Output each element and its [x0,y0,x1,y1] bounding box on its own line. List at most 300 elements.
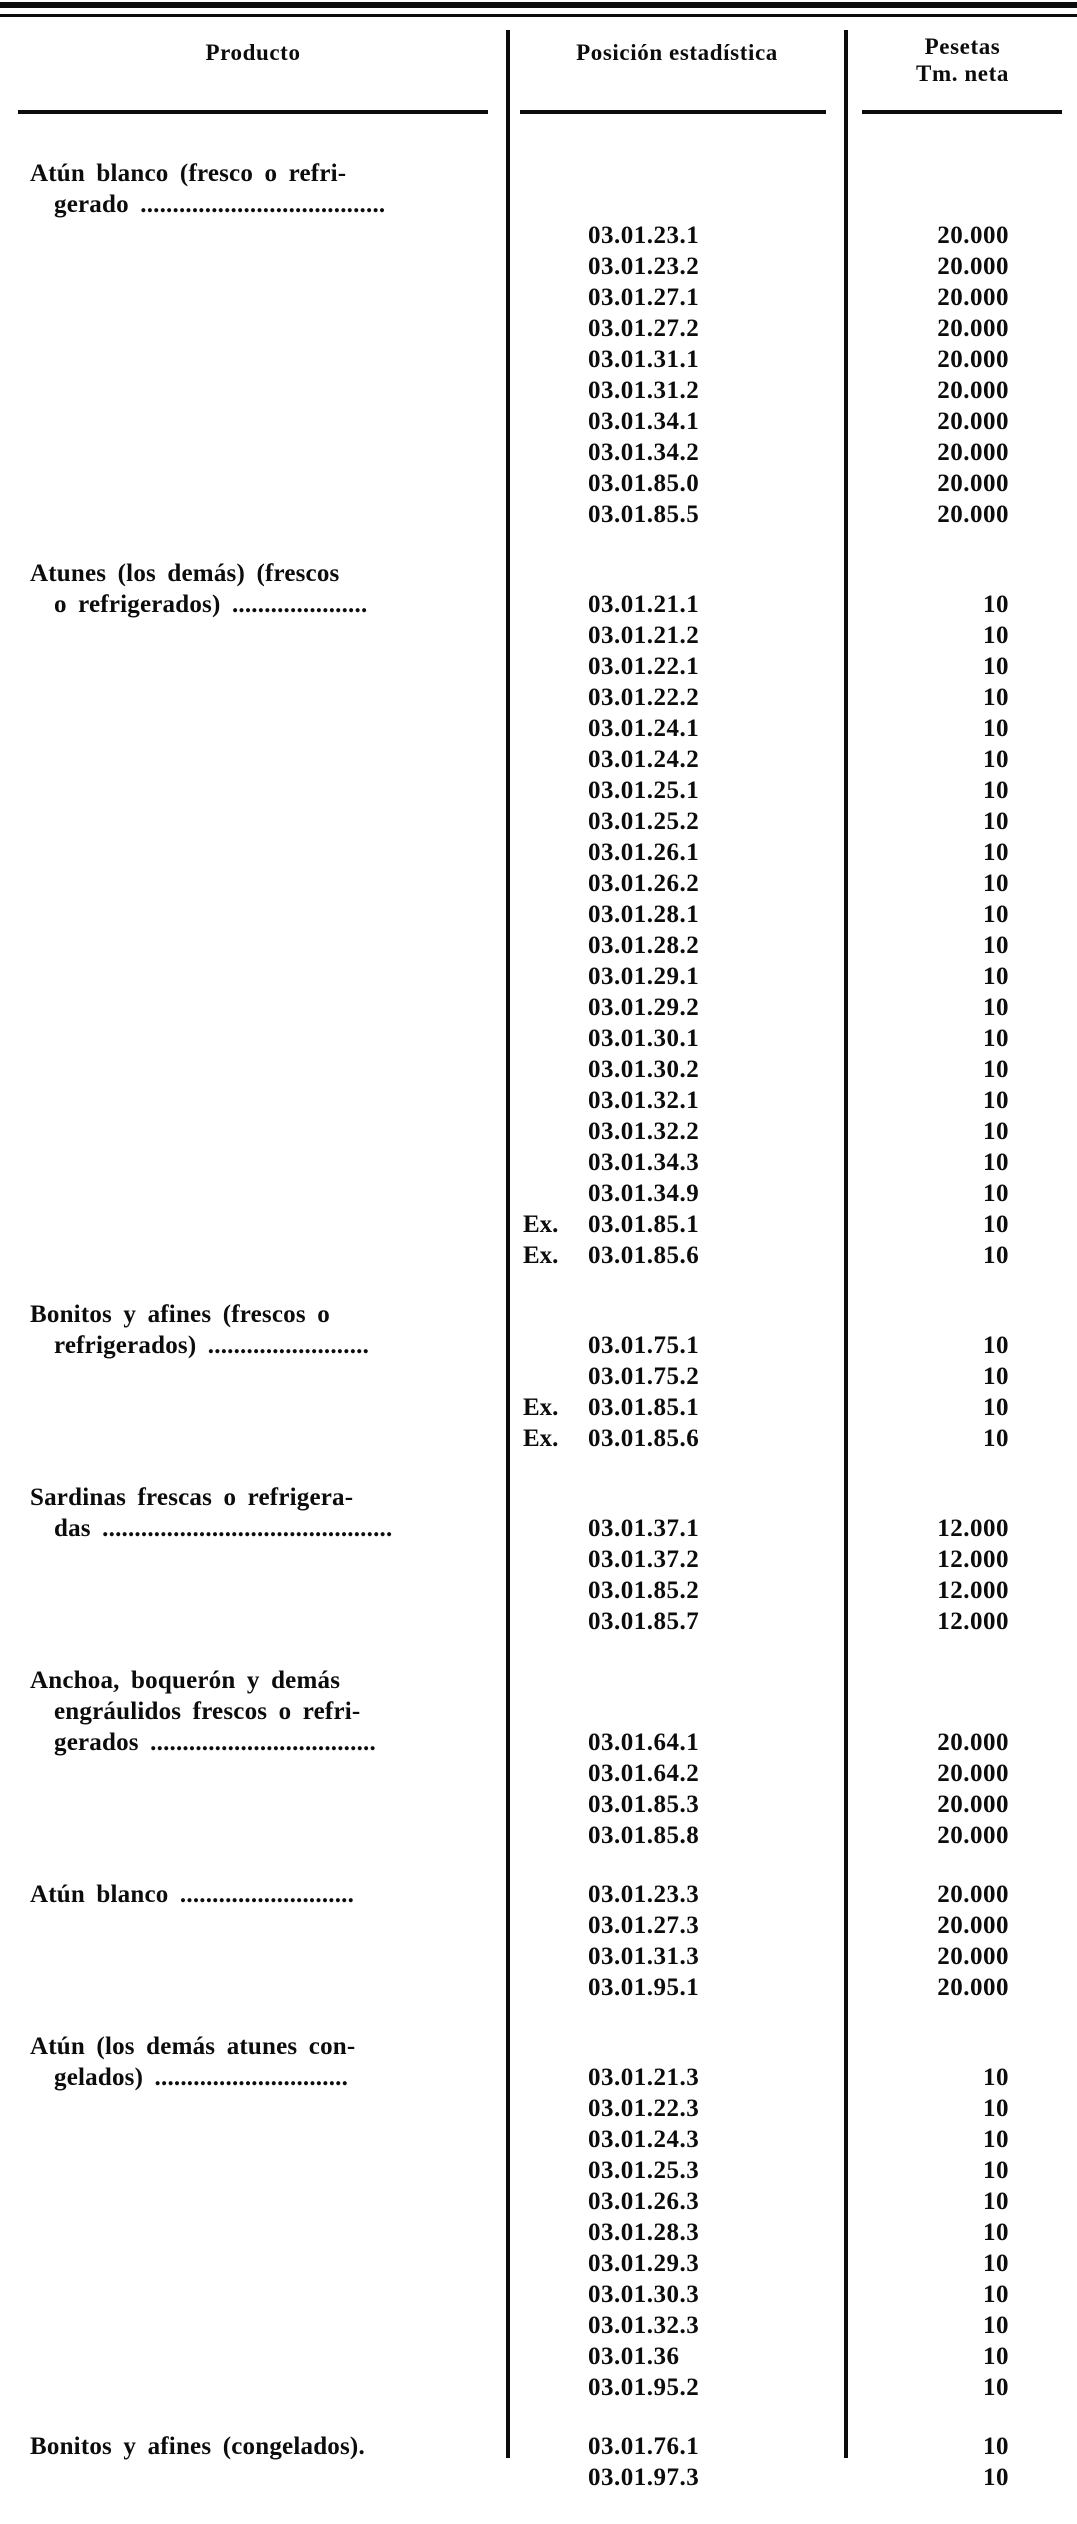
position-code: 03.01.21.1 [588,591,700,618]
ex-prefix [510,2093,588,2124]
table-row [510,1116,844,1147]
ex-prefix [510,1023,588,1054]
table-row [510,2431,844,2462]
position-codes-cell [510,1879,844,2003]
product-cell [0,2031,510,2403]
position-code: 03.01.25.2 [588,808,700,835]
pesetas-value: 10 [983,1056,1009,1083]
position-code: 03.01.34.2 [588,439,700,466]
table-row [510,651,844,682]
position-codes-cell [510,558,844,1271]
table-section [0,1665,1077,1851]
position-code: 03.01.75.1 [588,1332,700,1359]
table-row [510,282,844,313]
table-row [510,2248,844,2279]
pesetas-value: 10 [983,1242,1009,1269]
position-code: 03.01.26.3 [588,2188,700,2215]
product-label-line: Atún blanco (fresco o refri- [30,160,347,187]
pesetas-value: 20.000 [937,346,1009,373]
pesetas-value: 10 [983,2095,1009,2122]
table-body [0,158,1077,2521]
position-code: 03.01.25.3 [588,2157,700,2184]
ex-prefix [510,1116,588,1147]
position-code: 03.01.85.0 [588,470,700,497]
position-code: 03.01.32.3 [588,2312,700,2339]
ex-prefix [510,1606,588,1637]
ex-prefix [510,344,588,375]
ex-prefix [510,2310,588,2341]
table-row [510,1606,844,1637]
ex-prefix [510,499,588,530]
position-code: 03.01.76.1 [588,2433,700,2460]
table-section [0,1482,1077,1637]
table-row [510,1544,844,1575]
position-code: 03.01.31.3 [588,1943,700,1970]
product-label-line: Atún (los demás atunes con- [30,2033,356,2060]
ex-prefix [510,899,588,930]
ex-prefix [510,2155,588,2186]
table-row [510,1910,844,1941]
pesetas-value: 10 [983,2126,1009,2153]
table-row [510,2093,844,2124]
ex-prefix [510,2279,588,2310]
pesetas-value: 20.000 [937,1912,1009,1939]
position-code: 03.01.23.2 [588,253,700,280]
table-row [510,1054,844,1085]
ex-prefix [510,744,588,775]
ex-prefix [510,437,588,468]
ex-prefix [510,282,588,313]
table-section [0,158,1077,530]
ex-prefix [510,930,588,961]
pesetas-value: 20.000 [937,501,1009,528]
position-code: 03.01.31.1 [588,346,700,373]
position-codes-cell [510,2031,844,2403]
pesetas-value: 10 [983,1211,1009,1238]
pesetas-value: 10 [983,2219,1009,2246]
pesetas-value: 10 [983,2343,1009,2370]
ex-prefix [510,1972,588,2003]
pesetas-values-cell [844,558,1077,1271]
pesetas-value: 10 [983,901,1009,928]
ex-prefix: Ex. [523,1425,559,1452]
ex-prefix [510,1544,588,1575]
table-row [510,1758,844,1789]
column-header-pesetas [848,33,1077,87]
pesetas-value: 20.000 [937,1943,1009,1970]
ex-prefix [510,1330,588,1361]
position-code: 03.01.30.2 [588,1056,700,1083]
position-code: 03.01.34.1 [588,408,700,435]
table-row [510,1727,844,1758]
pesetas-value: 10 [983,684,1009,711]
position-code: 03.01.95.2 [588,2374,700,2401]
ex-prefix [510,1361,588,1392]
position-code: 03.01.36 [588,2343,680,2370]
table-row [510,375,844,406]
position-code: 03.01.28.2 [588,932,700,959]
ex-prefix [510,2124,588,2155]
pesetas-value: 10 [983,1180,1009,1207]
pesetas-value: 10 [983,2433,1009,2460]
ex-prefix [510,313,588,344]
pesetas-value: 20.000 [937,470,1009,497]
pesetas-value: 10 [983,777,1009,804]
ex-prefix [510,2186,588,2217]
ex-prefix [510,1820,588,1851]
pesetas-values-cell [844,158,1077,530]
pesetas-value: 10 [983,994,1009,1021]
position-code: 03.01.37.1 [588,1515,700,1542]
table-row [510,406,844,437]
product-cell [0,1482,510,1637]
position-code: 03.01.64.2 [588,1760,700,1787]
ex-prefix [510,651,588,682]
ex-prefix [510,868,588,899]
pesetas-value: 10 [983,1025,1009,1052]
table-row [510,682,844,713]
pesetas-value: 20.000 [937,1729,1009,1756]
table-row [510,1330,844,1361]
table-row [510,1023,844,1054]
ex-prefix [510,1758,588,1789]
pesetas-value: 10 [983,1332,1009,1359]
ex-prefix [510,2341,588,2372]
position-code: 03.01.75.2 [588,1363,700,1390]
header-underline-producto [18,110,488,114]
table-row [510,992,844,1023]
pesetas-value: 20.000 [937,315,1009,342]
table-row [510,1513,844,1544]
position-code: 03.01.29.3 [588,2250,700,2277]
ex-prefix [510,1941,588,1972]
table-row [510,1575,844,1606]
table-row [510,2155,844,2186]
position-code: 03.01.21.2 [588,622,700,649]
position-code: 03.01.24.2 [588,746,700,773]
pesetas-value: 10 [983,1087,1009,1114]
product-label-line: gerados ................................... [54,1729,376,1756]
table-row [510,2341,844,2372]
position-code: 03.01.21.3 [588,2064,700,2091]
pesetas-value: 12.000 [937,1577,1009,1604]
position-code: 03.01.85.8 [588,1822,700,1849]
product-cell [0,1665,510,1851]
ex-prefix [510,1054,588,1085]
pesetas-value: 10 [983,1425,1009,1452]
table-row [510,1972,844,2003]
position-codes-cell [510,158,844,530]
ex-prefix [510,1513,588,1544]
position-code: 03.01.34.3 [588,1149,700,1176]
product-label-line: gerado ...................................... [54,191,386,218]
pesetas-value: 10 [983,1149,1009,1176]
position-code: 03.01.85.5 [588,501,700,528]
product-label-line: das ............................................. [54,1515,393,1542]
pesetas-value: 10 [983,715,1009,742]
table-row [510,2217,844,2248]
product-label-line: o refrigerados) ..................... [54,591,368,618]
position-code: 03.01.30.1 [588,1025,700,1052]
ex-prefix [510,2217,588,2248]
position-code: 03.01.23.3 [588,1881,700,1908]
position-codes-cell [510,2431,844,2493]
pesetas-value: 10 [983,963,1009,990]
position-code: 03.01.29.1 [588,963,700,990]
position-code: 03.01.25.1 [588,777,700,804]
table-row [510,313,844,344]
table-row [510,2062,844,2093]
product-label-line: Anchoa, boquerón y demás [30,1667,341,1694]
position-code: 03.01.85.6 [588,1425,700,1452]
pesetas-value: 20.000 [937,377,1009,404]
table-row [510,2462,844,2493]
position-code: 03.01.26.2 [588,870,700,897]
table-row [510,1240,844,1271]
ex-prefix [510,806,588,837]
pesetas-value: 10 [983,591,1009,618]
ex-prefix [510,375,588,406]
position-code: 03.01.27.3 [588,1912,700,1939]
product-cell [0,558,510,1271]
table-row [510,1209,844,1240]
product-label-line: Atunes (los demás) (frescos [30,560,340,587]
ex-prefix [510,1085,588,1116]
position-code: 03.01.27.2 [588,315,700,342]
ex-prefix [510,2462,588,2493]
position-code: 03.01.85.3 [588,1791,700,1818]
position-code: 03.01.22.2 [588,684,700,711]
ex-prefix [510,1147,588,1178]
pesetas-value: 10 [983,622,1009,649]
position-codes-cell [510,1299,844,1454]
table-row [510,468,844,499]
pesetas-value: 20.000 [937,1760,1009,1787]
ex-prefix [510,251,588,282]
position-code: 03.01.27.1 [588,284,700,311]
product-label-line: Sardinas frescas o refrigera- [30,1484,354,1511]
ex-prefix [510,2372,588,2403]
pesetas-value: 12.000 [937,1546,1009,1573]
ex-prefix [510,468,588,499]
table-row [510,1392,844,1423]
table-row [510,2186,844,2217]
pesetas-value: 20.000 [937,1822,1009,1849]
product-label-line: Bonitos y afines (frescos o [30,1301,330,1328]
table-row [510,961,844,992]
ex-prefix [510,992,588,1023]
pesetas-values-cell [844,2431,1077,2493]
position-code: 03.01.28.3 [588,2219,700,2246]
ex-prefix [510,961,588,992]
column-header-producto: Producto [205,40,301,65]
table-section [0,1879,1077,2003]
pesetas-values-cell [844,2031,1077,2403]
pesetas-value: 10 [983,2464,1009,2491]
ex-prefix [510,1879,588,1910]
position-code: 03.01.85.1 [588,1211,700,1238]
column-header-pesetas-line1: Pesetas [924,34,1001,59]
position-codes-cell [510,1482,844,1637]
position-code: 03.01.37.2 [588,1546,700,1573]
ex-prefix [510,682,588,713]
pesetas-value: 10 [983,2281,1009,2308]
table-row [510,1789,844,1820]
position-code: 03.01.22.3 [588,2095,700,2122]
table-row [510,1085,844,1116]
position-code: 03.01.85.2 [588,1577,700,1604]
table-row [510,2124,844,2155]
table-row [510,251,844,282]
position-code: 03.01.30.3 [588,2281,700,2308]
position-code: 03.01.85.6 [588,1242,700,1269]
position-code: 03.01.28.1 [588,901,700,928]
position-code: 03.01.22.1 [588,653,700,680]
product-label-line: Bonitos y afines (congelados). [30,2433,365,2460]
pesetas-value: 20.000 [937,1881,1009,1908]
position-code: 03.01.29.2 [588,994,700,1021]
table-row [510,220,844,251]
product-cell [0,158,510,530]
product-cell [0,1879,510,2003]
column-header-pesetas-line2: Tm. neta [916,61,1009,86]
table-row [510,589,844,620]
position-code: 03.01.97.3 [588,2464,700,2491]
table-row [510,344,844,375]
table-row [510,837,844,868]
pesetas-values-cell [844,1482,1077,1637]
ex-prefix: Ex. [523,1211,559,1238]
table-row [510,1423,844,1454]
pesetas-value: 10 [983,2374,1009,2401]
ex-prefix [510,2062,588,2093]
pesetas-value: 10 [983,2312,1009,2339]
top-double-rule-inner [0,14,1077,17]
pesetas-value: 20.000 [937,408,1009,435]
pesetas-values-cell [844,1879,1077,2003]
pesetas-value: 10 [983,2157,1009,2184]
table-row [510,899,844,930]
ex-prefix [510,837,588,868]
position-code: 03.01.26.1 [588,839,700,866]
position-code: 03.01.95.1 [588,1974,700,2001]
table-row [510,713,844,744]
product-label-line: gelados) .............................. [54,2064,349,2091]
pesetas-value: 20.000 [937,222,1009,249]
product-cell [0,1299,510,1454]
position-code: 03.01.32.2 [588,1118,700,1145]
table-section [0,2031,1077,2403]
position-codes-cell [510,1665,844,1851]
table-row [510,744,844,775]
pesetas-value: 10 [983,932,1009,959]
ex-prefix [510,1910,588,1941]
position-code: 03.01.32.1 [588,1087,700,1114]
pesetas-value: 20.000 [937,1974,1009,2001]
table-section [0,558,1077,1271]
ex-prefix [510,1178,588,1209]
table-section [0,2431,1077,2493]
position-code: 03.01.23.1 [588,222,700,249]
pesetas-value: 10 [983,2188,1009,2215]
table-row [510,1147,844,1178]
column-header-posicion: Posición estadística [576,40,778,65]
pesetas-value: 10 [983,746,1009,773]
pesetas-value: 20.000 [937,284,1009,311]
ex-prefix: Ex. [523,1394,559,1421]
ex-prefix [510,713,588,744]
pesetas-values-cell [844,1665,1077,1851]
table-row [510,806,844,837]
pesetas-value: 10 [983,839,1009,866]
table-row [510,1941,844,1972]
position-code: 03.01.64.1 [588,1729,700,1756]
ex-prefix [510,1727,588,1758]
table-row [510,2310,844,2341]
table-row [510,1178,844,1209]
position-code: 03.01.34.9 [588,1180,700,1207]
pesetas-value: 10 [983,1118,1009,1145]
top-double-rule-outer [0,2,1077,8]
pesetas-value: 10 [983,808,1009,835]
table-section [0,1299,1077,1454]
pesetas-value: 10 [983,1394,1009,1421]
ex-prefix [510,775,588,806]
table-row [510,1361,844,1392]
ex-prefix [510,2431,588,2462]
product-cell [0,2431,510,2493]
table-row [510,2372,844,2403]
ex-prefix: Ex. [523,1242,559,1269]
pesetas-value: 10 [983,1363,1009,1390]
pesetas-value: 10 [983,2064,1009,2091]
ex-prefix [510,1789,588,1820]
header-underline-pesetas [862,110,1062,114]
table-row [510,1820,844,1851]
ex-prefix [510,1575,588,1606]
pesetas-value: 10 [983,870,1009,897]
position-code: 03.01.31.2 [588,377,700,404]
pesetas-values-cell [844,1299,1077,1454]
pesetas-value: 10 [983,653,1009,680]
table-row [510,499,844,530]
table-row [510,775,844,806]
pesetas-value: 12.000 [937,1608,1009,1635]
product-label-line: refrigerados) ......................... [54,1332,370,1359]
pesetas-value: 12.000 [937,1515,1009,1542]
position-code: 03.01.24.1 [588,715,700,742]
position-code: 03.01.85.1 [588,1394,700,1421]
position-code: 03.01.24.3 [588,2126,700,2153]
pesetas-value: 20.000 [937,439,1009,466]
pesetas-value: 20.000 [937,1791,1009,1818]
ex-prefix [510,2248,588,2279]
table-row [510,1879,844,1910]
ex-prefix [510,220,588,251]
position-code: 03.01.85.7 [588,1608,700,1635]
ex-prefix [510,406,588,437]
table-row [510,2279,844,2310]
pesetas-value: 20.000 [937,253,1009,280]
table-row [510,868,844,899]
product-label-line: engráulidos frescos o refri- [54,1698,361,1725]
table-row [510,620,844,651]
product-label-line: Atún blanco ........................... [30,1881,355,1908]
header-underline-posicion [520,110,826,114]
table-row [510,930,844,961]
ex-prefix [510,589,588,620]
table-row [510,437,844,468]
